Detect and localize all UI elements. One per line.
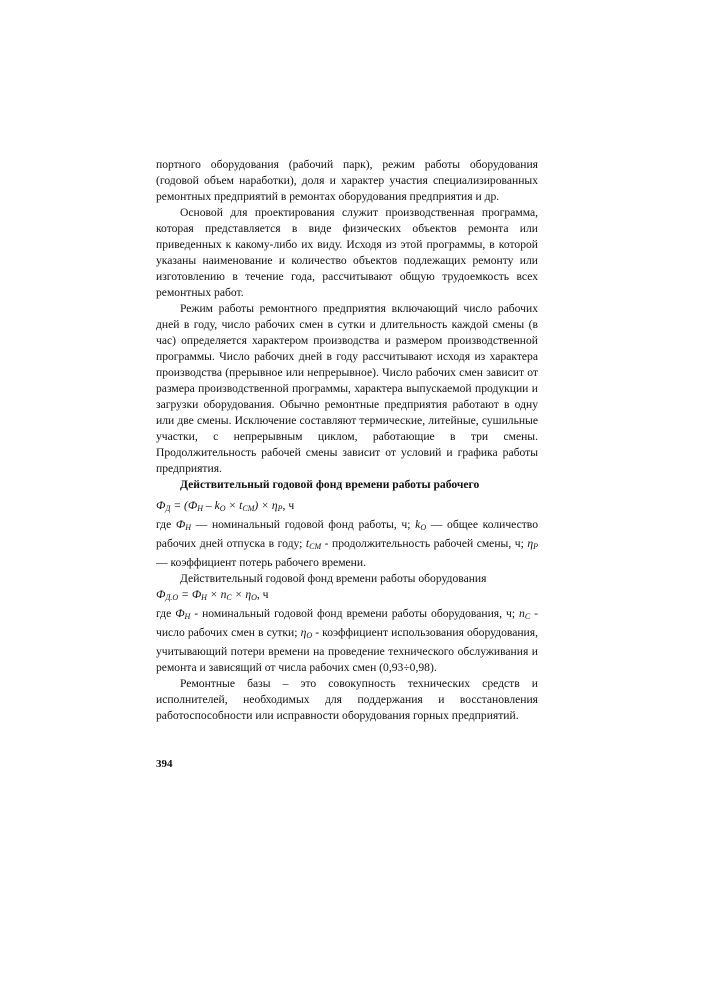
formula-worker-explanation: где $Ф_Н$ — номинальный годовой фонд работы, ч; $k_О$ — общее количество рабочих дней отпуска в году; $t_{СМ}$ - продолжительность рабочей смены, ч; $\eta_Р$ — коэффициент потерь рабочего времени. [156, 518, 538, 569]
paragraph-design-basis: Основой для проектирования служит производственная программа, которая представляется в виде физических объектов ремонта или приведенных к какому-либо их виду. Исходя из этой программы, в которой указаны наименование и количество объектов подлежащих ремонту или изготовлению в течение года, рассчитывают общую трудоемкость всех ремонтных работ. [156, 206, 538, 299]
formula-equipment-explanation: где $Ф_Н$ - номинальный годовой фонд времени работы оборудования, ч; $n_С$ - число рабочих смен в сутки; $\eta_О$ - коэффициент использования оборудования, учитывающий потери времени на проведение технического обслуживания и ремонта и зависящий от числа рабочих смен (0,93÷0,98). [156, 607, 538, 674]
paragraph-repair-bases: Ремонтные базы – это совокупность технических средств и исполнителей, необходимых для поддержания и восстановления работоспособности или исправности оборудования горных предприятий. [156, 677, 538, 722]
page-body [156, 157, 538, 724]
heading-equipment-time-fund: Действительный годовой фонд времени работы оборудования [180, 572, 487, 585]
paragraph-work-mode: Режим работы ремонтного предприятия включающий число рабочих дней в году, число рабочих смен в сутки и длительность каждой смены (в час) определяется характером производства и размером производственной программы. Число рабочих дней в году рассчитывают исходя из характера производства (прерывное или непрерывное). Число рабочих смен зависит от размера производственной программы, характера выпускаемой продукции и загрузки оборудования. Обычно ремонтные предприятия работают в одну или две смены. Исключение составляют термические, литейные, сушильные участки, с непрерывным циклом, работающие в три смены. Продолжительность рабочей смены зависит от условий и графика работы предприятия. [156, 302, 538, 475]
page-number: 394 [156, 758, 173, 770]
formula-worker-time-fund: $Ф_Д = (Ф_Н - k_О \times t_{СМ}) \times \eta_Р$, ч [156, 499, 295, 513]
paragraph-continuation: портного оборудования (рабочий парк), режим работы оборудования (годовой объем наработки), доля и характер участия специализированных ремонтных предприятий в ремонтах оборудования предприятия и др. [156, 158, 538, 203]
formula-equipment-time-fund: $Ф_{Д.О} = Ф_Н \times n_С \times \eta_О$, ч [156, 588, 269, 602]
heading-worker-time-fund: Действительный годовой фонд времени работы рабочего [180, 478, 480, 491]
